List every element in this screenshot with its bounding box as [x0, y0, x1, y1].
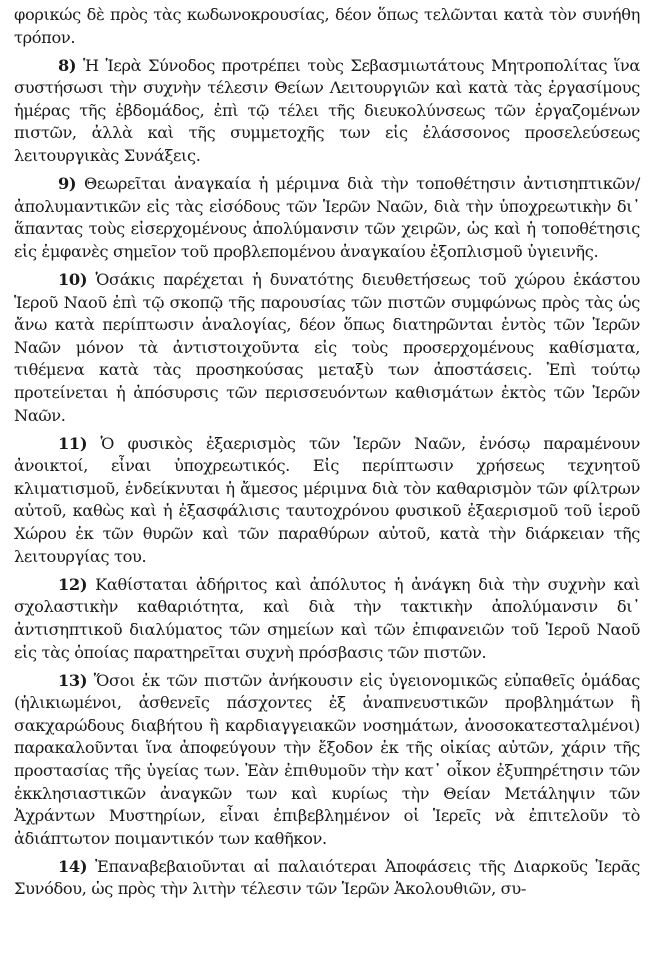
paragraph-text: Θεωρεῖται ἀναγκαία ἡ μέριμνα διὰ τὴν τοποθέτησιν ἀντισηπτικῶν/ἀπολυμαντικῶν εἰς τὰς εἰσόδους τῶν Ἱερῶν Ναῶν, διὰ τὴν ὑποχρεωτικὴν δι᾽ ἅπαντας τοὺς εἰσερχομένους ἀπολύμανσιν τῶν χειρῶν, ὡς καὶ ἡ τοποθέτησις εἰς ἐμφανὲς σημεῖον τοῦ προβλεπομένου ἀναγκαίου ἐξοπλισμοῦ ὑγιεινῆς. [14, 174, 640, 261]
paragraph-number: 9) [58, 174, 77, 194]
paragraph-item-9 [14, 173, 640, 263]
document-page [14, 4, 640, 907]
paragraph-text: Καθίσταται ἀδήριτος καὶ ἀπόλυτος ἡ ἀνάγκη διὰ τὴν συχνὴν καὶ σχολαστικὴν καθαριότητα, καὶ διὰ τὴν τακτικὴν ἀπολύμανσιν δι᾽ ἀντισηπτικοῦ διαλύματος τῶν σημείων καὶ τῶν ἐπιφανειῶν τοῦ Ἱεροῦ Ναοῦ εἰς τὰς ὁποίας παρατηρεῖται συχνὴ πρόσβασις τῶν πιστῶν. [14, 574, 640, 662]
paragraph-text: Ὁσάκις παρέχεται ἡ δυνατότης διευθετήσεως τοῦ χώρου ἑκάστου Ἱεροῦ Ναοῦ ἐπὶ τῷ σκοπῷ τῆς παρουσίας τῶν πιστῶν συμφώνως πρὸς τὰς ὡς ἄνω κατὰ περίπτωσιν ἀναλογίας, δέον ὅπως διατηρῶνται ἐντὸς τῶν Ἱερῶν Ναῶν μόνον τὰ ἀντιστοιχοῦντα εἰς τοὺς προσερχομένους καθίσματα, τιθέμενα κατὰ τὰς προσηκούσας μεταξὺ των ἀποστάσεις. Ἐπὶ τούτῳ προτείνεται ἡ ἀπόσυρσις τῶν περισσευόντων καθισμάτων ἐκτὸς τῶν Ἱερῶν Ναῶν. [14, 270, 640, 425]
paragraph-number: 8) [58, 55, 77, 75]
paragraph-number: 13) [58, 670, 88, 690]
paragraph-item-11 [14, 433, 640, 569]
paragraph-text: φορικώς δὲ πρὸς τὰς κωδωνοκρουσίας, δέον ὅπως τελῶνται κατὰ τὸν συνήθη τρόπον. [14, 5, 640, 47]
paragraph-item-13 [14, 670, 640, 851]
paragraph-number: 14) [58, 856, 88, 876]
paragraph-item-14 [14, 856, 640, 901]
paragraph-number: 10) [58, 270, 88, 290]
paragraph-number: 11) [58, 433, 88, 453]
paragraph-text: Ἡ Ἱερὰ Σύνοδος προτρέπει τοὺς Σεβασμιωτάτους Μητροπολίτας ἵνα συστήσωσι τὴν συχνὴν τέλεσιν Θείων Λειτουργιῶν καὶ κατὰ τὰς ἐργασίμους ἡμέρας τῆς ἑβδομάδος, ἐπὶ τῷ τέλει τῆς διευκολύνσεως τῶν ἐργαζομένων πιστῶν, ἀλλὰ καὶ τῆς συμμετοχῆς των εἰς ἐλάσσονος προσελεύσεως λειτουργικὰς Συνάξεις. [14, 55, 641, 166]
paragraph-number: 12) [58, 574, 88, 594]
paragraph-continuation [14, 4, 640, 49]
paragraph-item-12 [14, 574, 640, 664]
paragraph-text: Ὁ φυσικὸς ἐξαερισμὸς τῶν Ἱερῶν Ναῶν, ἐνόσῳ παραμένουν ἀνοικτοί, εἶναι ὑποχρεωτικός. Εἰς περίπτωσιν χρήσεως τεχνητοῦ κλιματισμοῦ, ἐνδείκνυται ἡ ἄμεσος μέριμνα διὰ τὸν καθαρισμὸν τῶν φίλτρων αὐτοῦ, καθὼς καὶ ἡ ἐξασφάλισις ταυτοχρόνου φυσικοῦ ἐξαερισμοῦ τοῦ ἱεροῦ Χώρου ἐκ τῶν θυρῶν καὶ τῶν παραθύρων αὐτοῦ, κατὰ τὴν διάρκειαν τῆς λειτουργίας του. [14, 433, 641, 566]
paragraph-text: Ὅσοι ἐκ τῶν πιστῶν ἀνήκουσιν εἰς ὑγειονομικῶς εὐπαθεῖς ὁμάδας (ἡλικιωμένοι, ἀσθενεῖς πάσχοντες ἐξ ἀναπνευστικῶν προβλημάτων ἢ σακχαρώδους διαβήτου ἢ καρδιαγγειακῶν νοσημάτων, ἀνοσοκατεσταλμένοι) παρακαλοῦνται ἵνα ἀποφεύγουν τὴν ἔξοδον ἐκ τῆς οἰκίας αὐτῶν, χάριν τῆς προστασίας τῆς ὑγείας των. Ἐὰν ἐπιθυμοῦν τὴν κατ᾽ οἶκον ἐξυπηρέτησιν τῶν ἐκκλησιαστικῶν ἀναγκῶν των καὶ κυρίως τὴν Θείαν Μετάληψιν τῶν Ἀχράντων Μυστηρίων, εἶναι ἐπιβεβλημένον οἱ Ἱερεῖς νὰ ἐπιτελοῦν τὸ ἀδιάπτωτον ποιμαντικόν των καθῆκον. [14, 670, 641, 848]
paragraph-text: Ἐπαναβεβαιοῦνται αἱ παλαιότεραι Ἀποφάσεις τῆς Διαρκοῦς Ἱερᾶς Συνόδου, ὡς πρὸς τὴν λιτὴν τέλεσιν τῶν Ἱερῶν Ἀκολουθιῶν, συ- [14, 856, 640, 899]
paragraph-item-10 [14, 269, 640, 427]
paragraph-item-8 [14, 55, 640, 168]
